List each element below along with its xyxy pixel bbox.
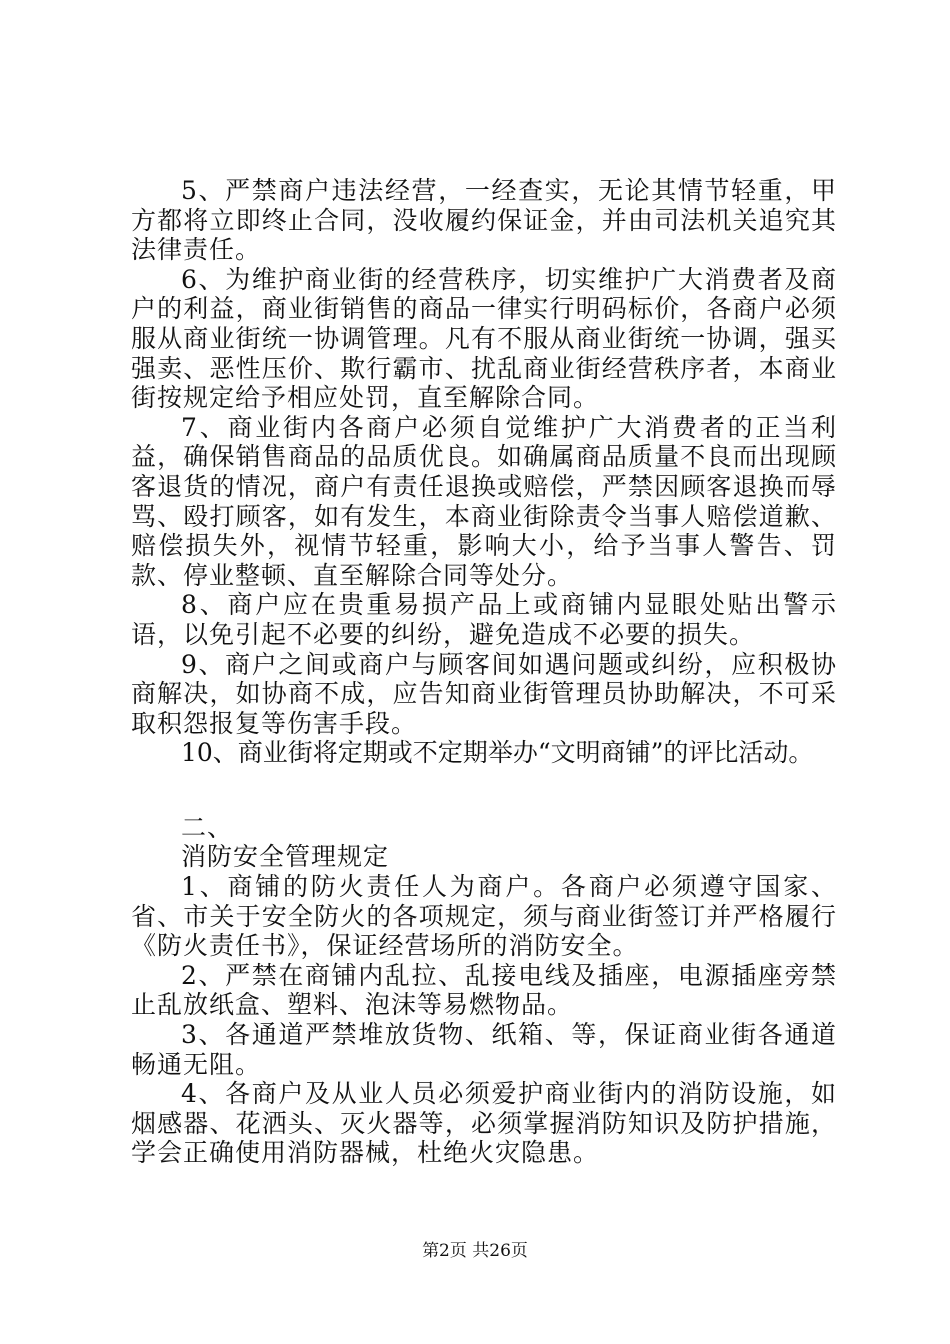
section-title: 消防安全管理规定 xyxy=(181,842,390,872)
section-spacer xyxy=(131,768,837,813)
document-body xyxy=(131,176,837,1168)
paragraph-fire-rule-2: 2、严禁在商铺内乱拉、乱接电线及插座，电源插座旁禁止乱放纸盒、塑料、泡沫等易燃物品。 xyxy=(131,960,837,1020)
paragraph-rule-7: 7、商业街内各商户必须自觉维护广大消费者的正当利益，确保销售商品的品质优良。如确属商品质量不良而出现顾客退货的情况，商户有责任退换或赔偿，严禁因顾客退换而辱骂、殴打顾客，如有发生，本商业街除责令当事人赔偿道歉、赔偿损失外，视情节轻重，影响大小，给予当事人警告、罚款、停业整顿、直至解除合同等处分。 xyxy=(131,412,837,590)
paragraph-rule-10: 10、商业街将定期或不定期举办“文明商铺”的评比活动。 xyxy=(181,738,814,768)
paragraph-rule-6: 6、为维护商业街的经营秩序，切实维护广大消费者及商户的利益，商业街销售的商品一律实行明码标价，各商户必须服从商业街统一协调管理。凡有不服从商业街统一协调，强买强卖、恶性压价、欺行霸市、扰乱商业街经营秩序者，本商业街按规定给予相应处罚，直至解除合同。 xyxy=(131,264,837,413)
page-number-label: 第2页 共26页 xyxy=(422,1241,528,1261)
paragraph-fire-rule-4: 4、各商户及从业人员必须爱护商业街内的消防设施，如烟感器、花洒头、灭火器等，必须掌握消防知识及防护措施，学会正确使用消防器械，杜绝火灾隐患。 xyxy=(131,1079,837,1168)
page-footer xyxy=(0,1241,950,1261)
section-number: 二、 xyxy=(181,812,234,842)
paragraph-fire-rule-1: 1、商铺的防火责任人为商户。各商户必须遵守国家、省、市关于安全防火的各项规定，须与商业街签订并严格履行《防火责任书》，保证经营场所的消防安全。 xyxy=(131,872,837,961)
paragraph-rule-5: 5、严禁商户违法经营，一经查实，无论其情节轻重，甲方都将立即终止合同，没收履约保证金，并由司法机关追究其法律责任。 xyxy=(131,176,837,265)
paragraph-fire-rule-3: 3、各通道严禁堆放货物、纸箱、等，保证商业街各通道畅通无阻。 xyxy=(131,1020,837,1079)
paragraph-rule-8: 8、商户应在贵重易损产品上或商铺内显眼处贴出警示语，以免引起不必要的纠纷，避免造成不必要的损失。 xyxy=(131,590,837,649)
paragraph-rule-9: 9、商户之间或商户与顾客间如遇问题或纠纷，应积极协商解决，如协商不成，应告知商业街管理员协助解决，不可采取积怨报复等伤害手段。 xyxy=(131,649,837,738)
